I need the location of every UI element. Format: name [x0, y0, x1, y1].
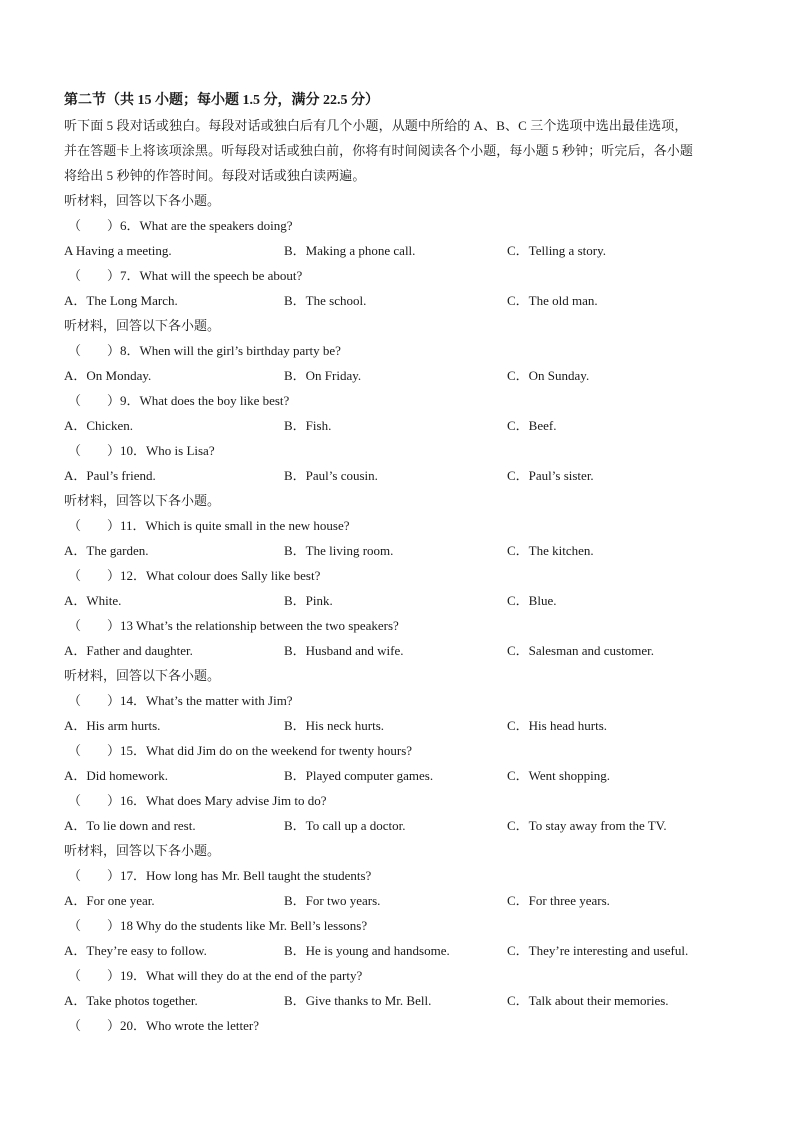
material-label: 听材料，回答以下各小题。 [64, 318, 221, 333]
question-20 [64, 1013, 744, 1038]
question-9 [64, 388, 744, 413]
document-page [64, 88, 744, 1038]
option-a: A．The garden. [64, 543, 149, 558]
option-a: A．To lie down and rest. [64, 818, 196, 833]
option-b: B．He is young and handsome. [284, 943, 450, 958]
material-label: 听材料，回答以下各小题。 [64, 843, 221, 858]
answer-blank: （ ） [68, 393, 121, 408]
option-b: B．His neck hurts. [284, 718, 385, 733]
option-b: B．The living room. [284, 543, 394, 558]
option-c: C．To stay away from the TV. [507, 818, 667, 833]
question-text: 8．When will the girl’s birthday party be? [120, 343, 341, 358]
material-label: 听材料，回答以下各小题。 [64, 493, 221, 508]
instructions-line-2: 并在答题卡上将该项涂黑。听每段对话或独白前，你将有时间阅读各个小题，每小题 5 秒钟；听完后，各小题 [64, 143, 694, 158]
option-a: A．They’re easy to follow. [64, 943, 207, 958]
section-title: 第二节（共 15 小题；每小题 1.5 分，满分 22.5 分） [64, 93, 379, 108]
question-16 [64, 788, 744, 813]
option-c: C．Beef. [507, 418, 557, 433]
answer-blank: （ ） [68, 868, 121, 883]
answer-blank: （ ） [68, 443, 121, 458]
option-b: B．Husband and wife. [284, 643, 404, 658]
option-c: C．Paul’s sister. [507, 468, 594, 483]
answer-blank: （ ） [68, 568, 121, 583]
question-text: 19．What will they do at the end of the party? [120, 968, 363, 983]
question-text: 16．What does Mary advise Jim to do? [120, 793, 327, 808]
option-a: A．Chicken. [64, 418, 133, 433]
options-row [64, 813, 744, 838]
option-b: B．Paul’s cousin. [284, 468, 378, 483]
option-c: C．His head hurts. [507, 718, 608, 733]
option-b: B．The school. [284, 293, 367, 308]
option-a: A．Did homework. [64, 768, 168, 783]
option-a: A．On Monday. [64, 368, 152, 383]
options-row [64, 763, 744, 788]
answer-blank: （ ） [68, 693, 121, 708]
option-c: C．The old man. [507, 293, 598, 308]
question-7 [64, 263, 744, 288]
option-b: B．For two years. [284, 893, 381, 908]
answer-blank: （ ） [68, 218, 121, 233]
option-c: C．Salesman and customer. [507, 643, 654, 658]
option-c: C．Went shopping. [507, 768, 610, 783]
answer-blank: （ ） [68, 1018, 121, 1033]
question-text: 12．What colour does Sally like best? [120, 568, 321, 583]
answer-blank: （ ） [68, 518, 121, 533]
option-b: B．Played computer games. [284, 768, 434, 783]
question-14 [64, 688, 744, 713]
option-b: B．Fish. [284, 418, 332, 433]
question-19 [64, 963, 744, 988]
options-row [64, 713, 744, 738]
option-c: C．The kitchen. [507, 543, 594, 558]
options-row [64, 288, 744, 313]
question-text: 6．What are the speakers doing? [120, 218, 293, 233]
question-6 [64, 213, 744, 238]
options-row [64, 463, 744, 488]
question-text: 11．Which is quite small in the new house? [120, 518, 350, 533]
option-b: B．Give thanks to Mr. Bell. [284, 993, 432, 1008]
question-17 [64, 863, 744, 888]
options-row [64, 588, 744, 613]
question-text: 14．What’s the matter with Jim? [120, 693, 293, 708]
question-text: 9．What does the boy like best? [120, 393, 290, 408]
answer-blank: （ ） [68, 268, 121, 283]
option-c: C．On Sunday. [507, 368, 590, 383]
options-row [64, 363, 744, 388]
question-text: 7．What will the speech be about? [120, 268, 303, 283]
question-13 [64, 613, 744, 638]
material-label: 听材料，回答以下各小题。 [64, 668, 221, 683]
options-row [64, 888, 744, 913]
option-a: A．Paul’s friend. [64, 468, 156, 483]
answer-blank: （ ） [68, 918, 121, 933]
option-a: A．Take photos together. [64, 993, 198, 1008]
question-18 [64, 913, 744, 938]
option-b: B．On Friday. [284, 368, 362, 383]
options-row [64, 938, 744, 963]
options-row [64, 238, 744, 263]
options-row [64, 538, 744, 563]
answer-blank: （ ） [68, 968, 121, 983]
question-11 [64, 513, 744, 538]
question-text: 18 Why do the students like Mr. Bell’s lessons? [120, 918, 368, 933]
option-a: A．For one year. [64, 893, 155, 908]
answer-blank: （ ） [68, 618, 121, 633]
question-text: 10．Who is Lisa? [120, 443, 215, 458]
option-a: A Having a meeting. [64, 243, 172, 258]
answer-blank: （ ） [68, 743, 121, 758]
option-a: A．White. [64, 593, 122, 608]
option-c: C．They’re interesting and useful. [507, 943, 689, 958]
option-a: A．The Long March. [64, 293, 178, 308]
option-a: A．His arm hurts. [64, 718, 161, 733]
options-row [64, 413, 744, 438]
options-row [64, 638, 744, 663]
question-15 [64, 738, 744, 763]
option-a: A．Father and daughter. [64, 643, 193, 658]
option-c: C．For three years. [507, 893, 610, 908]
question-text: 17．How long has Mr. Bell taught the students? [120, 868, 372, 883]
question-text: 20．Who wrote the letter? [120, 1018, 259, 1033]
question-text: 15．What did Jim do on the weekend for twenty hours? [120, 743, 413, 758]
question-text: 13 What’s the relationship between the two speakers? [120, 618, 399, 633]
option-c: C．Telling a story. [507, 243, 606, 258]
question-8 [64, 338, 744, 363]
option-b: B．Pink. [284, 593, 333, 608]
option-b: B．Making a phone call. [284, 243, 416, 258]
question-12 [64, 563, 744, 588]
option-c: C．Blue. [507, 593, 557, 608]
question-10 [64, 438, 744, 463]
instructions-line-3: 将给出 5 秒钟的作答时间。每段对话或独白读两遍。 [64, 168, 366, 183]
answer-blank: （ ） [68, 793, 121, 808]
material-label: 听材料，回答以下各小题。 [64, 193, 221, 208]
option-b: B．To call up a doctor. [284, 818, 406, 833]
options-row [64, 988, 744, 1013]
option-c: C．Talk about their memories. [507, 993, 669, 1008]
instructions-line-1: 听下面 5 段对话或独白。每段对话或独白后有几个小题，从题中所给的 A、B、C 三个选项中选出最佳选项， [64, 118, 688, 133]
answer-blank: （ ） [68, 343, 121, 358]
